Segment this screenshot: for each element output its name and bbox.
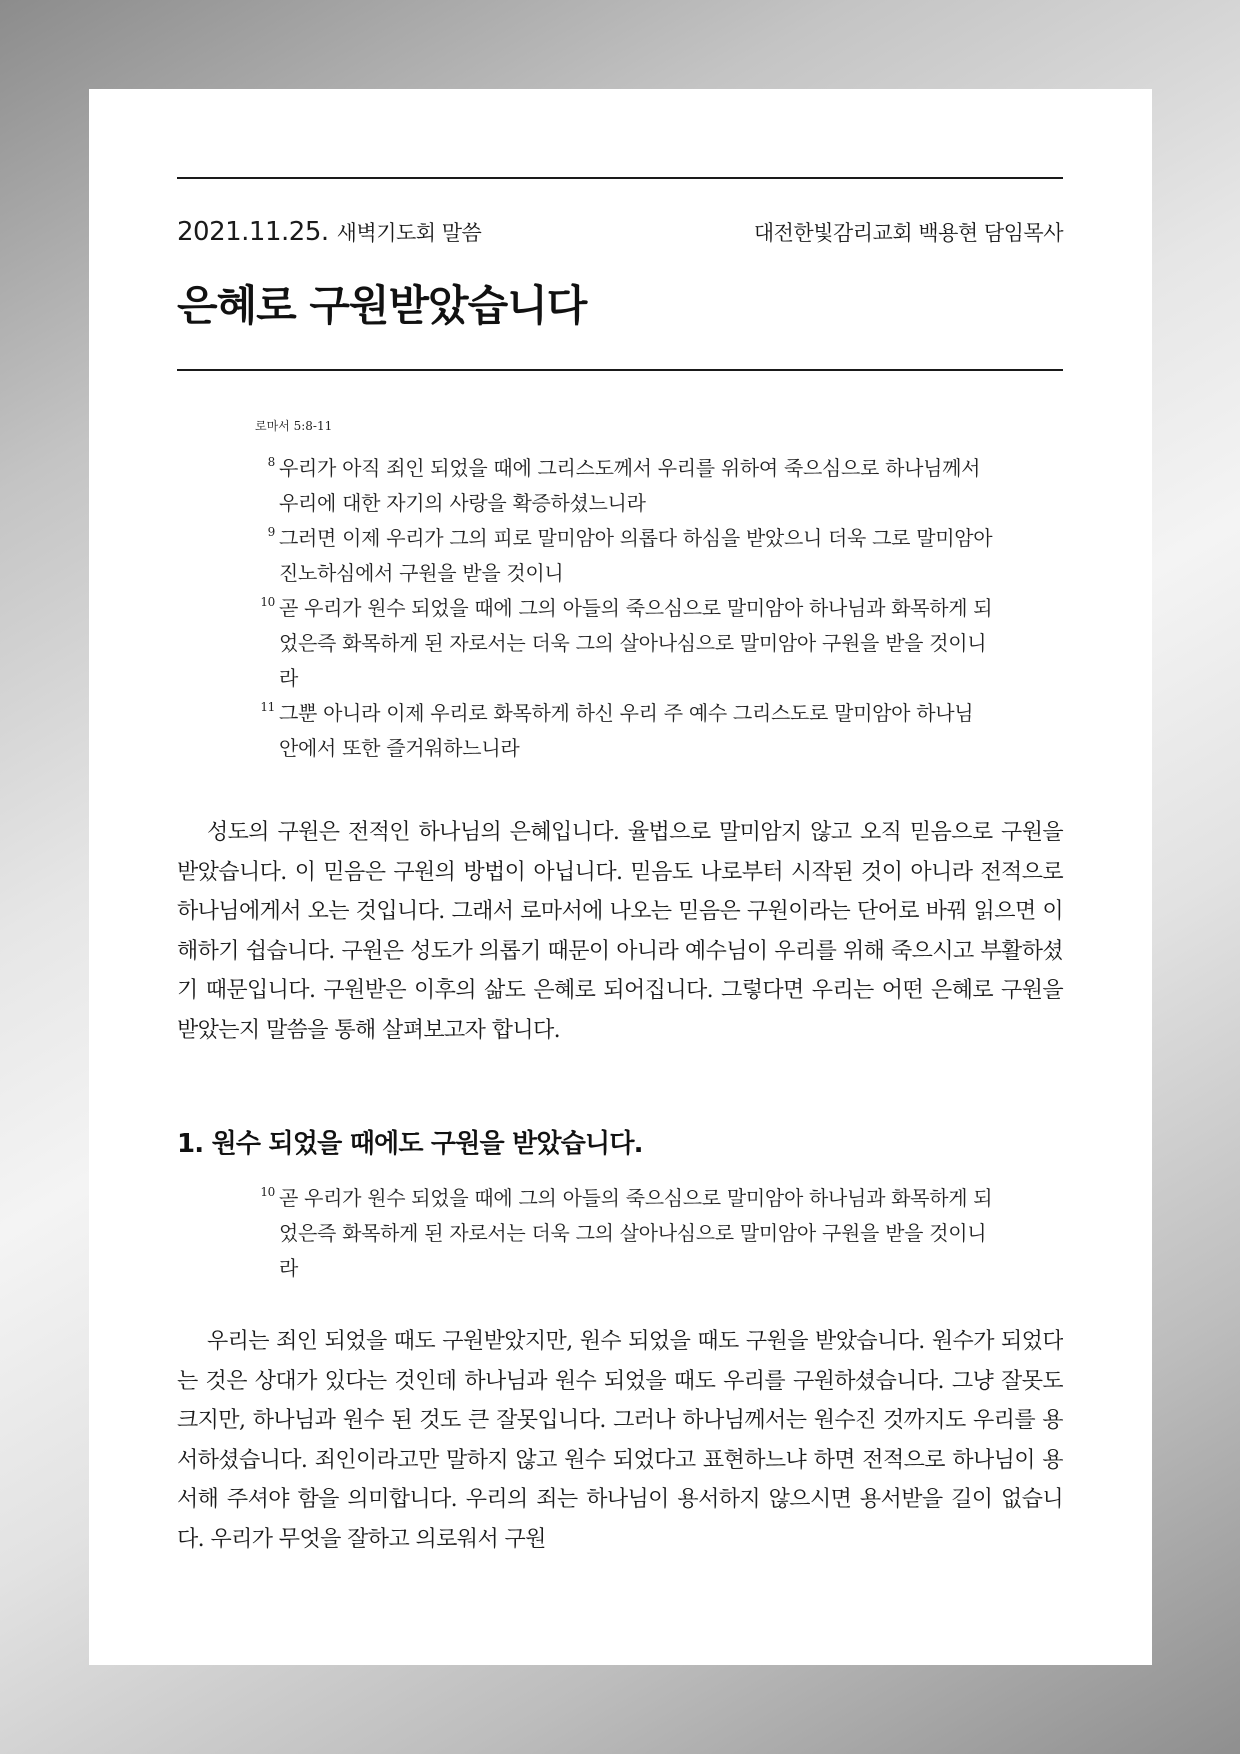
verse-text: 곧 우리가 원수 되었을 때에 그의 아들의 죽으심으로 말미암아 하나님과 화목하게 되었은즉 화목하게 된 자로서는 더욱 그의 살아나심으로 말미암아 구원을 받을 것이니라 (279, 1186, 993, 1280)
verse-text: 곧 우리가 원수 되었을 때에 그의 아들의 죽으심으로 말미암아 하나님과 화목하게 되었은즉 화목하게 된 자로서는 더욱 그의 살아나심으로 말미암아 구원을 받을 것이니라 (279, 596, 993, 690)
top-divider (177, 177, 1063, 179)
scripture-passage (255, 451, 995, 766)
verse-11 (255, 696, 995, 766)
sermon-date: 2021.11.25. (177, 217, 329, 247)
header-meta (177, 217, 1063, 247)
verse-text: 우리가 아직 죄인 되었을 때에 그리스도께서 우리를 위하여 죽으심으로 하나님께서 우리에 대한 자기의 사랑을 확증하셨느니라 (279, 456, 981, 515)
church-pastor: 대전한빛감리교회 백용현 담임목사 (753, 221, 1063, 245)
verse-8 (255, 451, 995, 521)
scripture-reference: 로마서 5:8-11 (255, 419, 333, 433)
header-date-service (177, 217, 481, 247)
verse-number: 8 (267, 455, 275, 469)
section-1-heading: 1. 원수 되었을 때에도 구원을 받았습니다. (177, 1129, 643, 1159)
intro-paragraph: 성도의 구원은 전적인 하나님의 은혜입니다. 율법으로 말미암지 않고 오직 믿음으로 구원을 받았습니다. 이 믿음은 구원의 방법이 아닙니다. 믿음도 나로부터 시작된 것이 아니라 전적으로 하나님에게서 오는 것입니다. 그래서 로마서에 나오는 믿음은 구원이라는 단어로 바꿔 읽으면 이해하기 쉽습니다. 구원은 성도가 의롭기 때문이 아니라 예수님이 우리를 위해 죽으시고 부활하셨기 때문입니다. 구원받은 이후의 삶도 은혜로 되어집니다. 그렇다면 우리는 어떤 은혜로 구원을 받았는지 말씀을 통해 살펴보고자 합니다. (177, 820, 1063, 1043)
verse-text: 그러면 이제 우리가 그의 피로 말미암아 의롭다 하심을 받았으니 더욱 그로 말미암아 진노하심에서 구원을 받을 것이니 (279, 526, 993, 585)
section-1-paragraph: 우리는 죄인 되었을 때도 구원받았지만, 원수 되었을 때도 구원을 받았습니다. 원수가 되었다는 것은 상대가 있다는 것인데 하나님과 원수 되었을 때도 우리를 구원하셨습니다. 그냥 잘못도 크지만, 하나님과 원수 된 것도 큰 잘못입니다. 그러나 하나님께서는 원수진 것까지도 우리를 용서하셨습니다. 죄인이라고만 말하지 않고 원수 되었다고 표현하느냐 하면 전적으로 하나님이 용서해 주셔야 함을 의미합니다. 우리의 죄는 하나님이 용서하지 않으시면 용서받을 길이 없습니다. 우리가 무엇을 잘하고 의로워서 구원 (177, 1329, 1063, 1552)
verse-9 (255, 521, 995, 591)
verse-number: 10 (260, 595, 275, 609)
bottom-divider (177, 369, 1063, 371)
verse-text: 그뿐 아니라 이제 우리로 화목하게 하신 우리 주 예수 그리스도로 말미암아 하나님 안에서 또한 즐거워하느니라 (279, 701, 974, 760)
verse-10 (255, 591, 995, 696)
sermon-title: 은혜로 구원받았습니다 (177, 281, 587, 330)
verse-number: 9 (267, 525, 275, 539)
verse-10 (255, 1181, 995, 1286)
service-name: 새벽기도회 말씀 (336, 221, 482, 245)
verse-number: 10 (260, 1185, 275, 1199)
verse-number: 11 (260, 700, 275, 714)
section-1-scripture (255, 1181, 995, 1286)
document-page (89, 89, 1152, 1665)
